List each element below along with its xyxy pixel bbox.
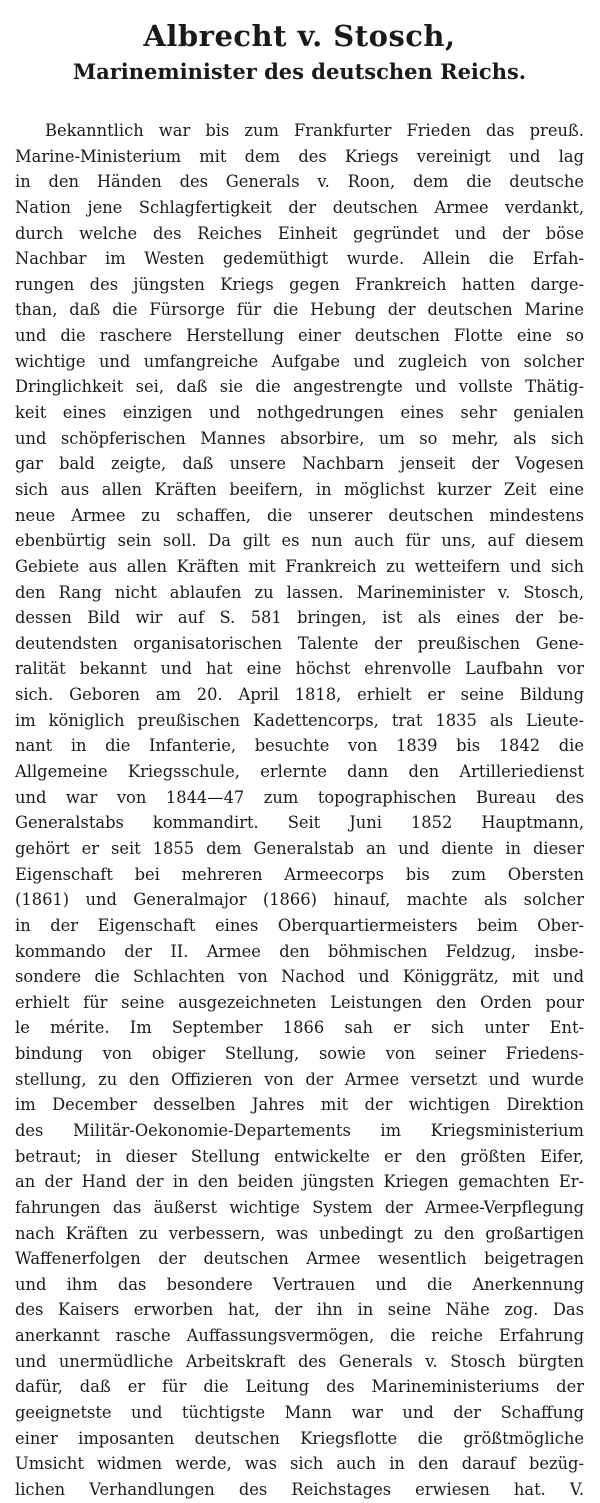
- text-line: durch welche des Reiches Einheit gegründet und der böse: [15, 223, 584, 243]
- text-line: Dringlichkeit sei, daß sie die angestrengte und vollste Thätig-: [15, 377, 584, 397]
- text-line: dafür, daß er für die Leitung des Marineministeriums der: [15, 1377, 584, 1397]
- text-line: deutendsten organisatorischen Talente der preußischen Gene-: [15, 633, 584, 653]
- article-body: [15, 118, 584, 1503]
- article-subtitle: Marineminister des deutschen Reichs.: [72, 59, 527, 84]
- text-line: im December desselben Jahres mit der wichtigen Direktion: [15, 1095, 584, 1115]
- text-line: den Rang nicht ablaufen zu lassen. Marineminister v. Stosch,: [15, 582, 584, 602]
- text-line: anerkannt rasche Auffassungsvermögen, die reiche Erfahrung: [15, 1326, 584, 1346]
- text-line: sich. Geboren am 20. April 1818, erhielt er seine Bildung: [15, 685, 584, 705]
- text-line: dessen Bild wir auf S. 581 bringen, ist als eines der be-: [15, 608, 584, 628]
- text-line: keit eines einzigen und nothgedrungen eines sehr genialen: [15, 403, 584, 423]
- text-line: nach Kräften zu verbessern, was unbedingt zu den großartigen: [15, 1223, 584, 1243]
- text-line: des Militär-Oekonomie-Departements im Kriegsministerium: [15, 1120, 584, 1140]
- text-line: geeignetste und tüchtigste Mann war und der Schaffung: [15, 1403, 584, 1423]
- text-line: Waffenerfolgen der deutschen Armee wesentlich beigetragen: [15, 1249, 584, 1269]
- text-line: fahrungen das äußerst wichtige System der Armee-Verpflegung: [15, 1197, 584, 1217]
- text-line: im königlich preußischen Kadettencorps, trat 1835 als Lieute-: [15, 710, 584, 730]
- text-line: erhielt für seine ausgezeichneten Leistungen den Orden pour: [15, 992, 584, 1012]
- text-line: und ihm das besondere Vertrauen und die Anerkennung: [15, 1274, 584, 1294]
- text-line: betraut; in dieser Stellung entwickelte er den größten Eifer,: [15, 1146, 584, 1166]
- text-line: an der Hand der in den beiden jüngsten Kriegen gemachten Er-: [15, 1172, 584, 1192]
- text-line: bindung von obiger Stellung, sowie von seiner Friedens-: [15, 1044, 584, 1064]
- text-line: wichtige und umfangreiche Aufgabe und zugleich von solcher: [15, 351, 584, 371]
- text-line: stellung, zu den Offizieren von der Armee versetzt und wurde: [15, 1069, 584, 1089]
- text-line: nant in die Infanterie, besuchte von 1839 bis 1842 die: [15, 736, 584, 756]
- text-line: Generalstabs kommandirt. Seit Juni 1852 Hauptmann,: [15, 813, 584, 833]
- text-line: und die raschere Herstellung einer deutschen Flotte eine so: [15, 326, 584, 346]
- text-line: than, daß die Fürsorge für die Hebung der deutschen Marine: [15, 300, 584, 320]
- text-line: des Kaisers erworben hat, der ihn in seine Nähe zog. Das: [15, 1300, 584, 1320]
- text-line: Gebiete aus allen Kräften mit Frankreich zu wetteifern und sich: [15, 556, 584, 576]
- text-line: und war von 1844—47 zum topographischen Bureau des: [15, 787, 584, 807]
- text-line: Allgemeine Kriegsschule, erlernte dann den Artilleriedienst: [15, 762, 584, 782]
- article-title: Albrecht v. Stosch,: [143, 19, 456, 53]
- text-line: (1861) und Generalmajor (1866) hinauf, machte als solcher: [15, 890, 584, 910]
- text-line: Umsicht widmen werde, was sich auch in den darauf bezüg-: [15, 1454, 584, 1474]
- text-line: kommando der II. Armee den böhmischen Feldzug, insbe-: [15, 941, 584, 961]
- text-line: Nation jene Schlagfertigkeit der deutschen Armee verdankt,: [15, 197, 584, 217]
- text-line: le mérite. Im September 1866 sah er sich unter Ent-: [15, 1018, 584, 1038]
- text-line: neue Armee zu schaffen, die unserer deutschen mindestens: [15, 505, 584, 525]
- text-line: in den Händen des Generals v. Roon, dem die deutsche: [15, 172, 584, 192]
- text-line: ebenbürtig sein soll. Da gilt es nun auch für uns, auf diesem: [15, 531, 584, 551]
- text-line: ralität bekannt und hat eine höchst ehrenvolle Laufbahn vor: [15, 659, 584, 679]
- text-line: Marine-Ministerium mit dem des Kriegs vereinigt und lag: [15, 146, 584, 166]
- text-line: gehört er seit 1855 dem Generalstab an und diente in dieser: [15, 838, 584, 858]
- text-line: und schöpferischen Mannes absorbire, um so mehr, als sich: [15, 428, 584, 448]
- text-line: gar bald zeigte, daß unsere Nachbarn jenseit der Vogesen: [15, 454, 584, 474]
- text-line: und unermüdliche Arbeitskraft des Generals v. Stosch bürgten: [15, 1351, 584, 1371]
- text-line: Nachbar im Westen gedemüthigt wurde. Allein die Erfah-: [15, 249, 584, 269]
- text-line: Bekanntlich war bis zum Frankfurter Frieden das preuß.: [45, 121, 584, 140]
- text-line: rungen des jüngsten Kriegs gegen Frankreich hatten darge-: [15, 274, 584, 294]
- text-line: sondere die Schlachten von Nachod und Königgrätz, mit und: [15, 967, 584, 987]
- text-line: lichen Verhandlungen des Reichstages erwiesen hat. V.: [15, 1479, 584, 1499]
- text-line: in der Eigenschaft eines Oberquartiermeisters beim Ober-: [15, 915, 584, 935]
- text-line: einer imposanten deutschen Kriegsflotte die größtmögliche: [15, 1428, 584, 1448]
- text-line: sich aus allen Kräften beeifern, in möglichst kurzer Zeit eine: [15, 479, 584, 499]
- text-line: Eigenschaft bei mehreren Armeecorps bis zum Obersten: [15, 864, 584, 884]
